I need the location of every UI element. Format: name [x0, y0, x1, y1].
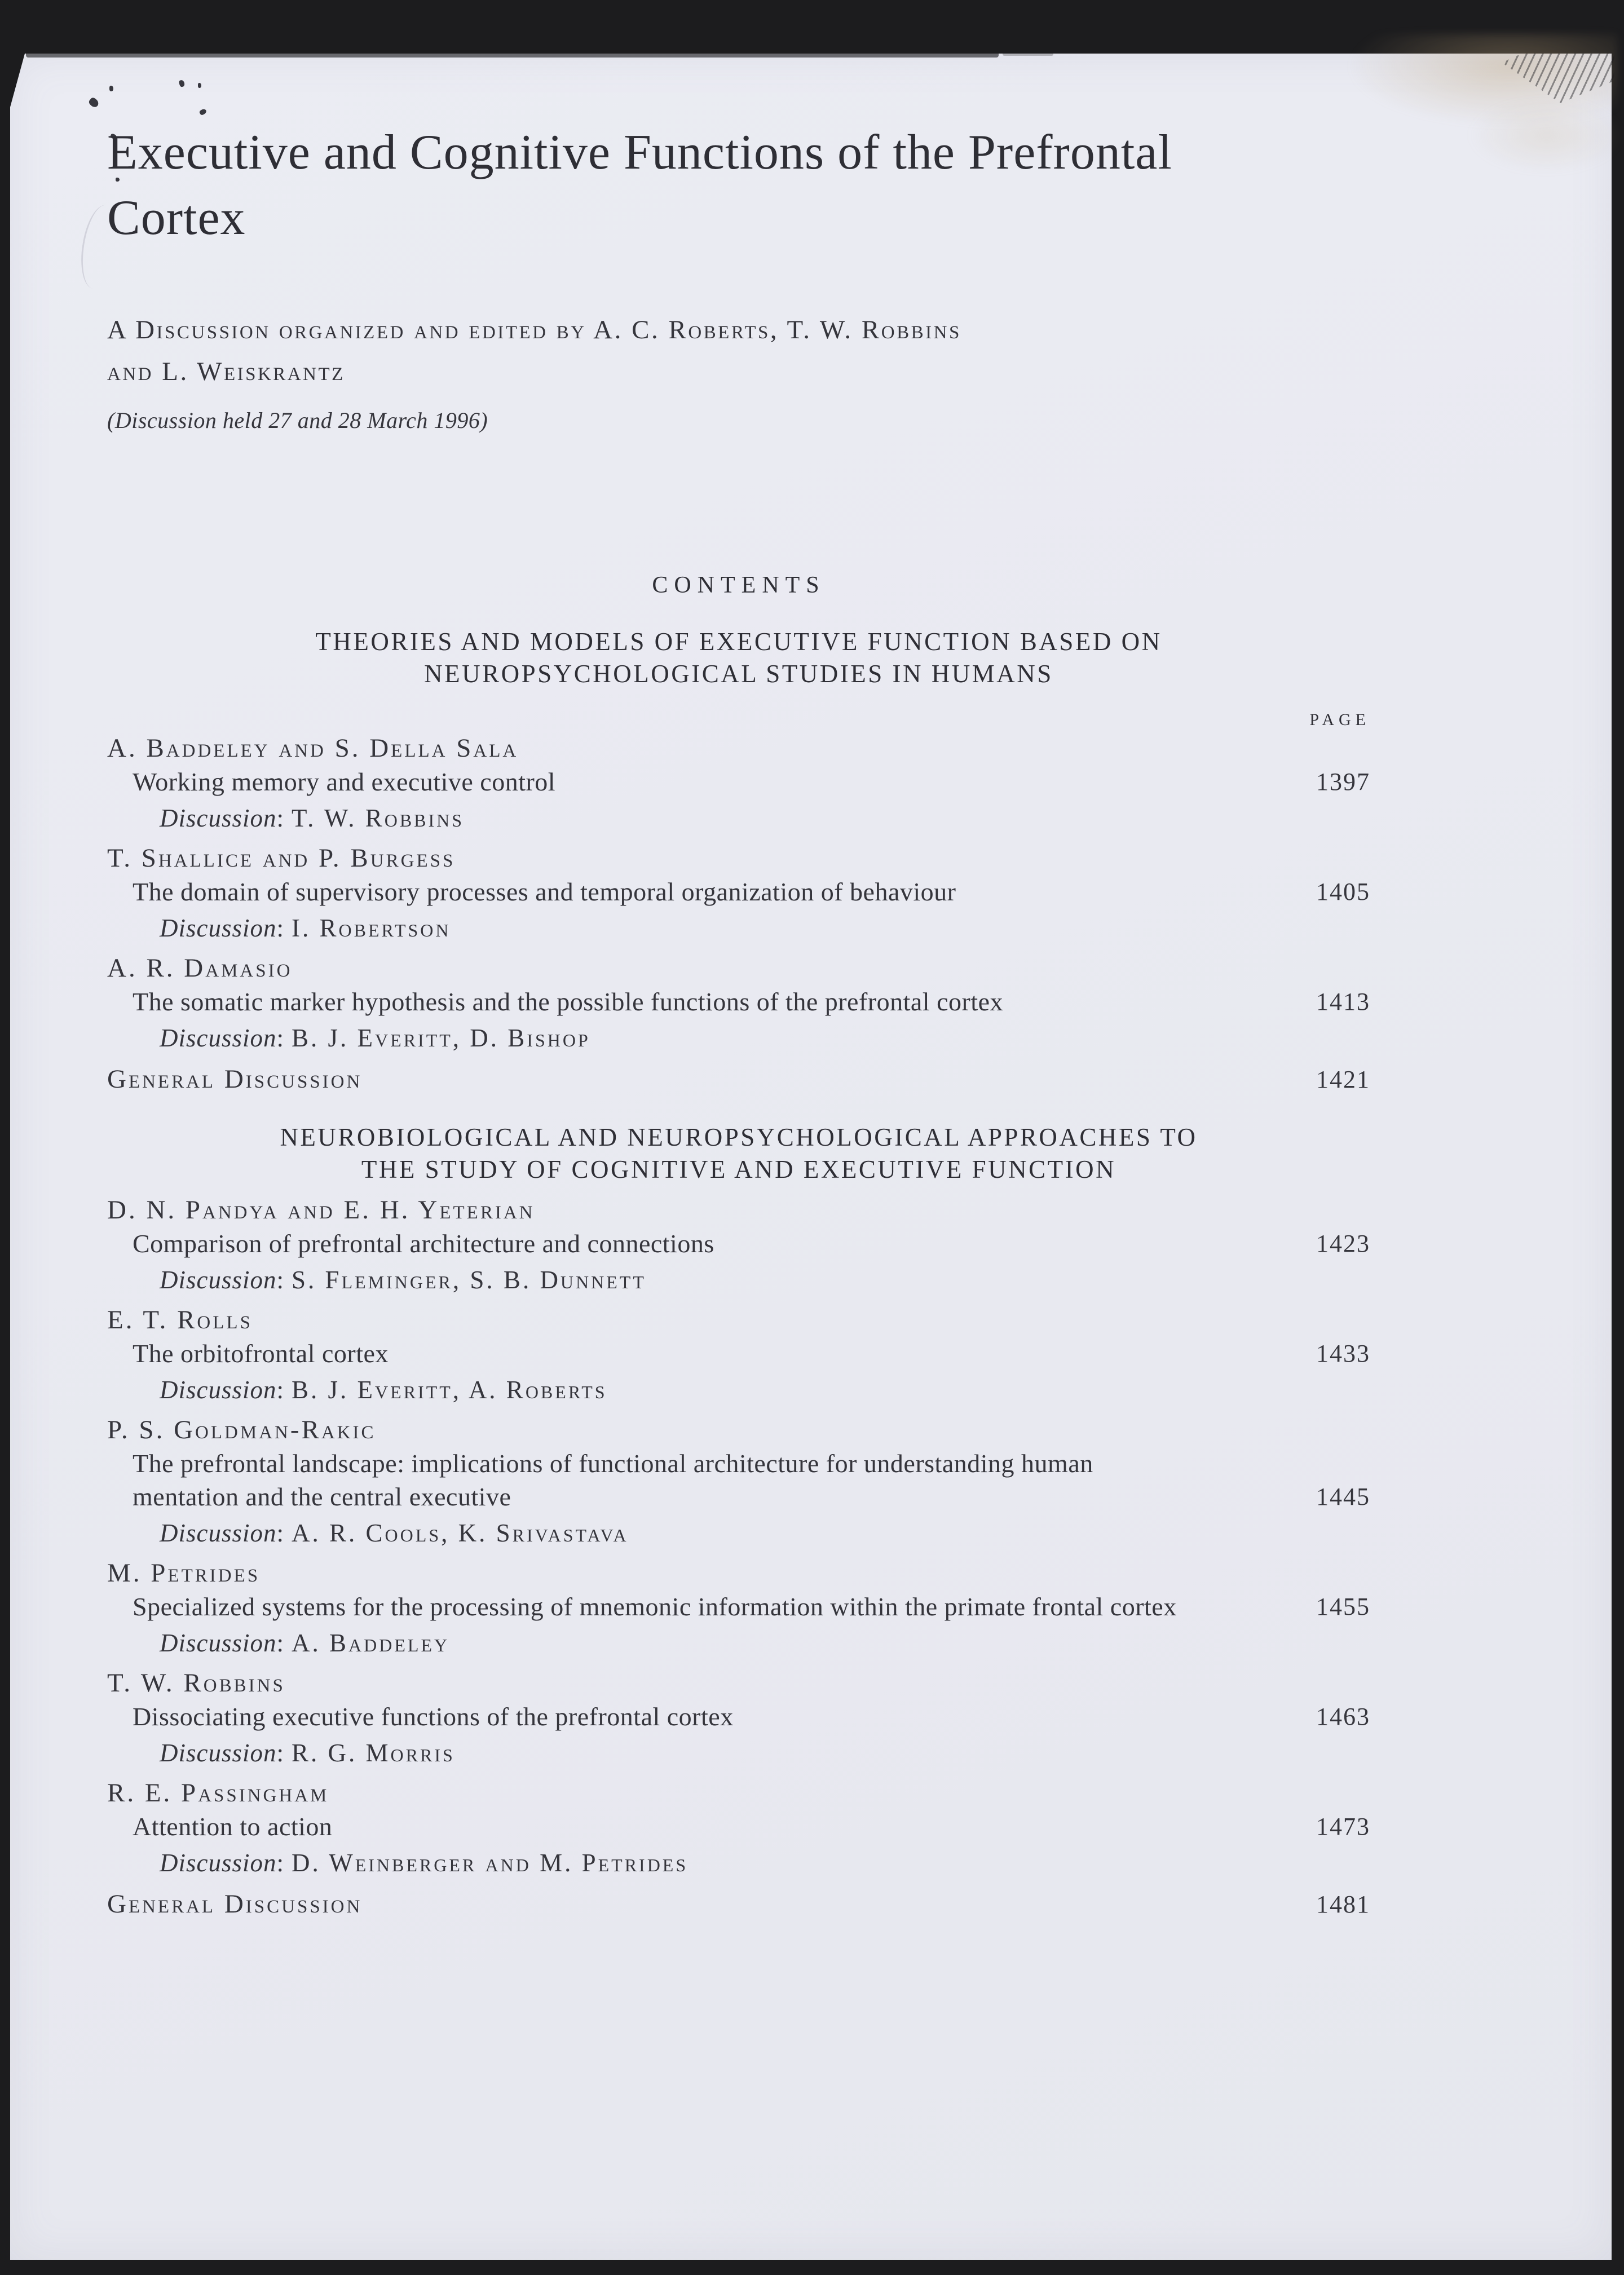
discussion-participants: I. Robertson — [292, 914, 451, 942]
entry-discussion — [160, 1517, 1370, 1549]
section-2-heading-line-2: THE STUDY OF COGNITIVE AND EXECUTIVE FUNCTION — [361, 1155, 1116, 1183]
entry-title-line-1: The prefrontal landscape: implications of functional architecture for understanding human — [133, 1449, 1093, 1478]
entry-authors: General Discussion — [107, 1064, 363, 1094]
toc-entry — [107, 1413, 1370, 1549]
discussion-separator: : — [276, 1629, 284, 1657]
discussion-participants: R. G. Morris — [292, 1739, 455, 1767]
section-1-heading-line-2: NEUROPSYCHOLOGICAL STUDIES IN HUMANS — [424, 660, 1053, 688]
ink-speck — [87, 96, 100, 109]
discussion-participants: B. J. Everitt, A. Roberts — [292, 1376, 607, 1404]
discussion-label: Discussion — [160, 1849, 277, 1877]
scan-corner-notch — [10, 54, 25, 107]
entry-page-number: 1421 — [1316, 1066, 1370, 1093]
entry-title: Attention to action — [133, 1812, 333, 1841]
entry-page-number: 1481 — [1316, 1890, 1370, 1918]
section-1-heading-line-1: THEORIES AND MODELS OF EXECUTIVE FUNCTION BASED ON — [315, 628, 1162, 656]
discussion-label: Discussion — [160, 1629, 277, 1657]
entry-title: The somatic marker hypothesis and the possible functions of the prefrontal cortex — [133, 987, 1004, 1016]
editors-line-1: A Discussion organized and edited by A. C. Roberts, T. W. Robbins — [107, 315, 961, 344]
entry-page-number: 1463 — [1316, 1703, 1370, 1730]
discussion-participants: B. J. Everitt, D. Bishop — [292, 1024, 590, 1052]
discussion-separator: : — [276, 804, 284, 832]
discussion-separator: : — [276, 1266, 284, 1294]
toc-entry — [107, 842, 1370, 944]
entry-authors: T. W. Robbins — [107, 1668, 285, 1698]
entry-authors: R. E. Passingham — [107, 1778, 329, 1808]
entry-discussion — [160, 802, 1370, 834]
entry-title-line-2: mentation and the central executive — [133, 1482, 511, 1511]
discussion-separator: : — [276, 1739, 284, 1767]
entry-page-number: 1455 — [1316, 1593, 1370, 1620]
toc-entry-general-discussion — [107, 1063, 1370, 1095]
discussion-participants: T. W. Robbins — [292, 804, 465, 832]
toc-entry — [107, 952, 1370, 1054]
toc-entry — [107, 1194, 1370, 1296]
discussion-participants: D. Weinberger and M. Petrides — [292, 1849, 689, 1877]
discussion-label: Discussion — [160, 1266, 277, 1294]
discussion-separator: : — [276, 1024, 284, 1052]
toc-entry — [107, 1557, 1370, 1659]
discussion-participants: A. R. Cools, K. Srivastava — [292, 1519, 629, 1547]
document-title-line-2: Cortex — [107, 191, 246, 245]
entry-page-number: 1413 — [1316, 988, 1370, 1015]
entry-page-number: 1445 — [1316, 1483, 1370, 1510]
editors-line — [107, 309, 1370, 392]
discussion-separator: : — [276, 1519, 284, 1547]
entry-page-number: 1433 — [1316, 1340, 1370, 1367]
section-heading-2 — [107, 1121, 1370, 1186]
entry-authors: General Discussion — [107, 1889, 363, 1919]
discussion-label: Discussion — [160, 1739, 277, 1767]
entry-page-number: 1397 — [1316, 768, 1370, 796]
toc-entry-general-discussion — [107, 1888, 1370, 1920]
entry-authors: T. Shallice and P. Burgess — [107, 843, 456, 873]
discussion-participants: A. Baddeley — [292, 1629, 450, 1657]
discussion-label: Discussion — [160, 1376, 277, 1404]
toc-entry — [107, 1304, 1370, 1406]
entry-authors: D. N. Pandya and E. H. Yeterian — [107, 1195, 535, 1225]
entry-title: Comparison of prefrontal architecture and connections — [133, 1229, 714, 1258]
entry-authors: A. Baddeley and S. Della Sala — [107, 734, 519, 763]
entry-authors: M. Petrides — [107, 1558, 261, 1588]
discussion-separator: : — [276, 1376, 284, 1404]
entry-discussion — [160, 912, 1370, 944]
discussion-label: Discussion — [160, 1519, 277, 1547]
entry-title: Working memory and executive control — [133, 767, 556, 796]
discussion-label: Discussion — [160, 914, 277, 942]
entry-authors: E. T. Rolls — [107, 1305, 253, 1335]
entry-discussion — [160, 1022, 1370, 1054]
entry-title: The orbitofrontal cortex — [133, 1339, 389, 1368]
document-title — [107, 120, 1370, 251]
entry-authors: A. R. Damasio — [107, 953, 293, 983]
document-title-line-1: Executive and Cognitive Functions of the Prefrontal — [107, 125, 1172, 180]
entry-discussion — [160, 1374, 1370, 1406]
discussion-label: Discussion — [160, 1024, 277, 1052]
contents-heading: CONTENTS — [652, 572, 826, 598]
discussion-separator: : — [276, 914, 284, 942]
discussion-separator: : — [276, 1849, 284, 1877]
toc-entry — [107, 732, 1370, 834]
page-column-label: PAGE — [1309, 710, 1370, 729]
entry-discussion — [160, 1737, 1370, 1769]
section-heading-1 — [107, 626, 1370, 690]
section-2-heading-line-1: NEUROBIOLOGICAL AND NEUROPSYCHOLOGICAL APPROACHES TO — [280, 1123, 1198, 1151]
discussion-label: Discussion — [160, 804, 277, 832]
discussion-participants: S. Fleminger, S. B. Dunnett — [292, 1266, 646, 1294]
entry-discussion — [160, 1847, 1370, 1879]
entry-title: Dissociating executive functions of the prefrontal cortex — [133, 1702, 734, 1731]
toc-entry — [107, 1667, 1370, 1769]
paper-stain-2 — [1471, 99, 1623, 172]
entry-page-number: 1405 — [1316, 878, 1370, 905]
entry-title: The domain of supervisory processes and temporal organization of behaviour — [133, 877, 956, 906]
entry-discussion — [160, 1627, 1370, 1659]
page-content — [107, 54, 1370, 1920]
entry-title: Specialized systems for the processing of mnemonic information within the primate frontal cortex — [133, 1592, 1177, 1621]
paper-page — [10, 54, 1612, 2260]
entry-discussion — [160, 1264, 1370, 1296]
toc-entry — [107, 1777, 1370, 1879]
editors-line-2: and L. Weiskrantz — [107, 357, 345, 386]
entry-page-number: 1473 — [1316, 1813, 1370, 1840]
discussion-date-note: (Discussion held 27 and 28 March 1996) — [107, 408, 488, 433]
entry-authors: P. S. Goldman-Rakic — [107, 1415, 376, 1444]
entry-page-number: 1423 — [1316, 1230, 1370, 1257]
